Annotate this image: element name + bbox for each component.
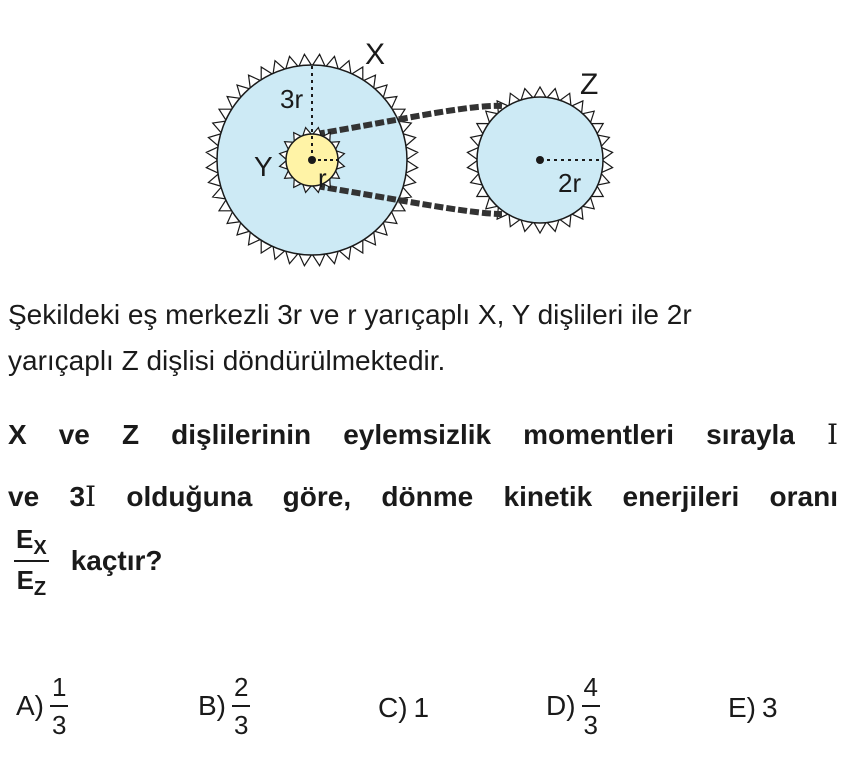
question-line-2-prefix: ve 3 [8, 481, 86, 512]
choice-c-letter: C) [378, 692, 408, 723]
choice-d-den: 3 [583, 710, 599, 740]
choice-e-letter: E) [728, 692, 756, 723]
label-r: r [318, 163, 327, 193]
choice-a-num: 1 [52, 672, 67, 702]
label-x: X [365, 38, 386, 71]
statement-line-1: Şekildeki eş merkezli 3r ve r yarıçaplı X, Y dişlileri ile 2r [8, 299, 692, 330]
gear-figure [190, 30, 630, 280]
choice-e-value: 3 [762, 692, 778, 723]
center-xy-dot [308, 156, 316, 164]
energy-ratio-fraction [14, 524, 49, 598]
choice-b[interactable] [198, 672, 250, 740]
question-line-2 [8, 474, 838, 520]
choice-b-den: 3 [234, 710, 249, 740]
choice-b-fraction [232, 672, 250, 740]
ratio-numerator-sub: X [33, 537, 47, 559]
fraction-bar [232, 705, 250, 707]
inertia-symbol-x: I [826, 418, 839, 451]
label-3r: 3r [280, 84, 304, 114]
ratio-denominator: E [16, 565, 34, 595]
question-tail: kaçtır? [70, 545, 163, 576]
choice-d-fraction [582, 672, 600, 740]
ratio-denominator-sub: Z [33, 578, 47, 600]
choice-d-letter: D) [546, 690, 576, 721]
question-line-1 [8, 412, 838, 458]
choice-d[interactable] [546, 672, 600, 740]
choice-c-value: 1 [413, 692, 430, 723]
choice-b-num: 2 [234, 672, 249, 702]
question-line-2-suffix: olduğuna göre, dönme kinetik enerjileri oranı [96, 481, 838, 512]
question-line-1-text: X ve Z dişlilerinin eylemsizlik momentleri sırayla [8, 419, 795, 450]
problem-statement [8, 292, 838, 384]
fraction-bar [582, 705, 600, 707]
energy-ratio-question [14, 524, 163, 598]
statement-line-2: yarıçaplı Z dişlisi döndürülmektedir. [8, 345, 446, 376]
label-z: Z [580, 68, 599, 101]
label-y: Y [254, 151, 273, 182]
choice-e[interactable] [728, 692, 778, 724]
label-2r: 2r [558, 168, 582, 198]
choice-b-letter: B) [198, 690, 226, 721]
fraction-bar [50, 705, 68, 707]
choice-a-den: 3 [52, 710, 67, 740]
choice-c[interactable] [378, 692, 429, 724]
choice-a-fraction [50, 672, 68, 740]
choice-a[interactable] [16, 672, 68, 740]
ratio-numerator: E [16, 524, 34, 554]
center-z-dot [536, 156, 544, 164]
choice-a-letter: A) [16, 690, 44, 721]
fraction-bar [14, 560, 49, 562]
choice-d-num: 4 [583, 672, 599, 702]
inertia-symbol-z: I [85, 480, 97, 513]
